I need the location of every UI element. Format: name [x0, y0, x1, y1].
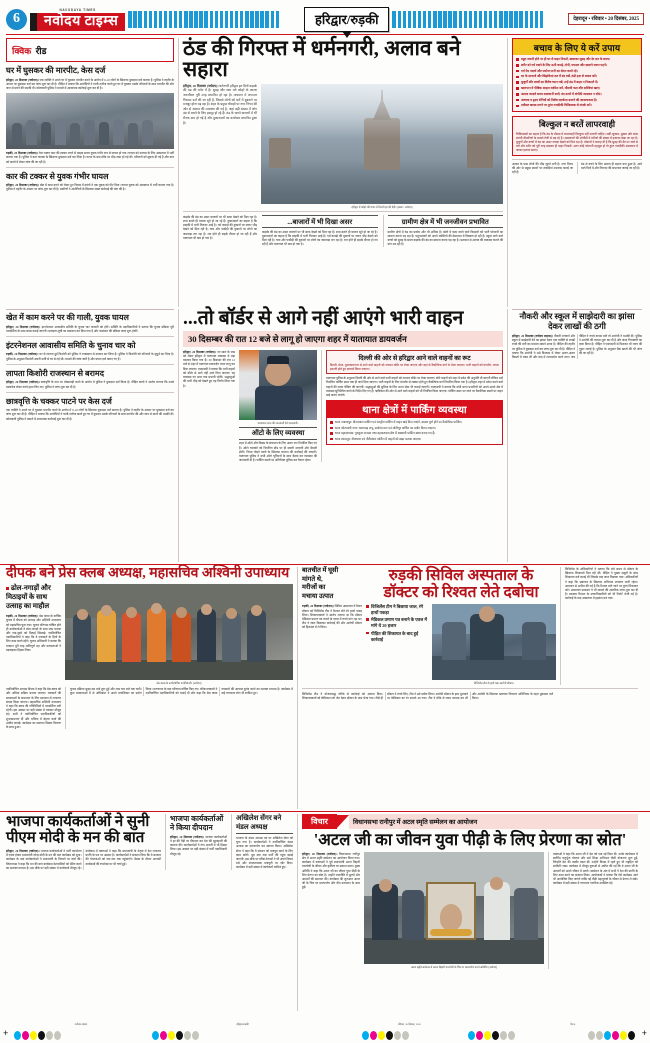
safety-tip: गर्म पेय पदार्थ और पर्याप्त पानी का सेवन करते रहें। [516, 69, 638, 73]
parking-list [326, 418, 503, 445]
dateline: रुड़की, 20 दिसम्बर (नवोदय)। [302, 604, 334, 609]
quick-read-headline-3: इंटरनेशनल आवासीय समिति के चुनाव चार को [6, 340, 136, 350]
logo-hindi-name: नवोदय टाइम्स [30, 13, 125, 31]
masthead [0, 0, 650, 34]
atal-story [297, 814, 638, 1011]
photo-arrested-doctor [432, 604, 556, 680]
quick-read-headline-5: छात्रवृत्ति के चक्कर पाटने पर केस दर्ज [6, 396, 112, 406]
body-text [6, 352, 174, 360]
hospital-bullet: पीड़ित की शिकायत के बाद हुई कार्रवाई [366, 631, 428, 643]
safety-tip: अलाव जलाते समय सावधानी बरतें, बंद कमरे में अंगीठी जलाकर न सोएं। [516, 92, 638, 96]
body-text: सिविल अस्पताल में तैनात डॉक्टर को विजिलेंस टीम ने रिश्वत लेते रंगे हाथों पकड़ लिया। शिकायतकर्ता ने आरोप लगाया था कि डॉक्टर मेडिकल प्रमाण पत्र बनाने के एवज में रुपये मांग रहा था। टीम ने जाल बिछाकर कार्रवाई की और आरोपी डॉक्टर को हिरासत में ले लिया। [302, 604, 362, 630]
color-dots-2 [152, 1031, 199, 1040]
body-text: ग्रामीण क्षेत्रों में ठंड का प्रकोप और भी अधिक है। खेतों में काम करने वाले किसानों को भारी परेशानी का सामना करना पड़ रहा है। पशुपालकों को अपने मवेशियों की देखभाल में दिक्कत हो रही है। स्कूल जाने वाले बच्चों को सुबह के समय कड़ाके की ठंड का सामना करना पड़ रहा है। प्रशासन से अलाव की व्यवस्था कराने की मांग उठ रही है। [387, 229, 503, 247]
lead-col-1-cont [183, 215, 257, 247]
body-text: खेत में काम करने को लेकर हुए विवाद में दबंगों ने एक युवक को पीट दिया। घायल युवक को अस्पताल में भर्ती कराया गया है। पुलिस ने तहरीर के आधार पर जांच शुरू कर दी है। ग्रामीणों ने आरोपियों के खिलाफ सख्त कार्रवाई की मांग की है। [6, 183, 174, 192]
safety-tips-box [512, 38, 642, 112]
press-club-photo-caption: प्रेस क्लब के नवनिर्वाचित पदाधिकारी। (नवोदय) [156, 682, 202, 686]
photo-press-club-officials [65, 584, 293, 680]
body-text: एक व्यक्ति ने अपने घर में घुसकर मारपीट करने के आरोप में 9-10 लोगों के खिलाफ मुकदमा दर्ज कराया है। पुलिस ने तहरीर के आधार पर मुकदमा दर्ज कर जांच शुरू कर दी है। पीड़ित ने बताया कि आरोपियों ने गाली-गलौज करते हुए घर में घुसकर उसके परिजनों के साथ मारपीट की और जान से मारने की धमकी दी। कोतवाली पुलिस ने मामले में आवश्यक कार्रवाई शुरू कर दी है। [6, 77, 174, 90]
quick-read-body-1 [6, 151, 174, 164]
press-club-story [6, 567, 293, 809]
carelessness-heading: बिल्कुल न बरतें लापरवाही [538, 120, 616, 130]
body-text: भाजपा के मंडल अध्यक्ष पद पर अखिलेश सेंगर को चुना गया है। कार्यकर्ताओं ने नवनिर्वाचित मंडल अध्यक्ष का माल्यार्पण कर स्वागत किया। अखिलेश सेंगर ने कहा कि वे संगठन को मजबूत करने के लिए काम करेंगे। बूथ स्तर तक पार्टी की पहुंच बढ़ाई जाएगी। इस मौके पर वरिष्ठ नेताओं ने भी अपने विचार रखे और संगठनात्मक मजबूती पर जोर दिया। कार्यक्रम में बड़ी संख्या में कार्यकर्ता शामिल हुए। [236, 836, 293, 870]
body-text [170, 835, 227, 856]
right-feature-boxes [507, 38, 642, 307]
safety-tip: खानपान में पौष्टिक आहार शामिल करें, मौसमी फल और सब्जियां खाएं। [516, 86, 638, 90]
hospital-side-col [560, 567, 638, 685]
safety-tip: शरीर को गर्म रखने के लिए ऊनी कपड़े, टोपी, मफलर और दस्ताने जरूर पहनें। [516, 63, 638, 67]
page-number: 6 [6, 9, 27, 30]
quick-read-label-1: क्विक [12, 46, 32, 56]
quick-read-label [6, 38, 174, 62]
kicker-line-2: मांगते थे, [302, 575, 323, 583]
body-text [6, 614, 61, 652]
traffic-headline: ...तो बॉर्डर से आगे नहीं आएंगे भारी वाहन [183, 308, 464, 329]
quick-read-headline-0: घर में घुसकर की मारपीट, केस दर्ज [6, 66, 106, 75]
dateline: हरिद्वार, 20 दिसम्बर (नवोदय)। [302, 851, 338, 856]
atal-right-col [548, 852, 638, 969]
safety-tip: घर के दरवाजे और खिड़कियां रात में बंद रखें, ठंडी हवा से बचाव करें। [516, 74, 638, 78]
registration-mark-left: + [3, 1029, 9, 1039]
footer-note: हरिद्वार/रुड़की [236, 1023, 249, 1026]
bjp-third-col [231, 814, 293, 870]
press-club-col-b [65, 687, 293, 729]
mandal-president-headline: अखिलेश सेंगर बने मंडल अध्यक्ष [236, 814, 293, 834]
lead-sub1-headline: ...बाजारों में भी दिखा असर [262, 215, 378, 228]
bjp-sub-headline-line-1: भाजपा कार्यकर्ताओं [170, 814, 224, 823]
bjp-headline-line-1: भाजपा कार्यकर्ताओं ने सुनी [6, 814, 150, 830]
carelessness-box [512, 116, 642, 156]
body-text: कार्यक्रम में वक्ताओं ने कहा कि प्रधानमंत्री के नेतृत्व में देश लगातार प्रगति के पथ पर अग्रसर है। कार्यकर्ताओं ने संकल्प लिया कि वे सरकार की योजनाओं को जन-जन तक पहुंचाएंगे। बैठक के दौरान आगामी कार्यक्रमों की रूपरेखा पर भी चर्चा हुई। [85, 849, 161, 866]
hospital-headline-line-2: डॉक्टर को रिश्वत लेते दबोचा [383, 584, 539, 601]
dateline: हरिद्वार, 20 दिसम्बर (नवोदय टाइम्स)। [512, 334, 554, 338]
body-text: विजिलेंस टीम ने योजनाबद्ध तरीके से कार्रवाई को अंजाम दिया। शिकायतकर्ता को केमिकल लगे नोट देकर डॉक्टर के पास भेजा गया। जैसे ही डॉक्टर ने रुपये लिए, टीम ने उसे दबोच लिया। आरोपी डॉक्टर के हाथ धुलवाने पर केमिकल का रंग सामने आ गया। टीम ने मौके से रकम बरामद कर ली और आरोपी के खिलाफ भ्रष्टाचार निवारण अधिनियम के तहत मुकदमा दर्ज किया। [302, 692, 553, 701]
quick-read-label-2: रीड [35, 46, 47, 56]
traffic-subhead: 30 दिसम्बर की रात 12 बजे से लागू हो जाएगा शहर में यातायात डायवर्जन [183, 331, 503, 347]
body-text: धर्मनगरी हरिद्वार इन दिनों कड़ाके की ठंड की चपेट में है। सुबह और शाम घने कोहरे के कारण जनजीवन पूरी तरह प्रभावित हो रहा है। तापमान में लगातार गिरावट दर्ज की जा रही है, जिससे लोगों को घरों में दुबकने पर मजबूर होना पड़ रहा है। शहर के प्रमुख चौराहों पर नगर निगम की ओर से अलाव की व्यवस्था की गई है, जहां बड़ी संख्या में लोग ठंड से बचने के लिए इकट्ठा हो रहे हैं। ठंड के चलते बाजारों में भी रौनक कम हो गई है और दुकानदारों का कारोबार प्रभावित हुआ है। [183, 83, 258, 125]
body-text: इंटरनेशनल आवासीय समिति के चुनाव चार जनवरी को होंगे। समिति के पदाधिकारियों ने बताया कि चुनाव प्रक्रिया पूरी पारदर्शिता के साथ संपन्न कराई जाएगी। मतदाता सूची का प्रकाशन कर दिया गया है और नामांकन की प्रक्रिया जल्द शुरू होगी। [6, 324, 174, 333]
body-text: नए साल के जश्न को लेकर हरिद्वार में यातायात व्यवस्था में बड़ा बदलाव किया गया है। 30 दिसम्बर की रात 12 बजे से शहर में यातायात डायवर्जन प्लान लागू कर दिया जाएगा। एसएसपी ने बताया कि भारी वाहनों को बॉर्डर से आगे नहीं आने दिया जाएगा। यह व्यवस्था नए साल तक प्रभावी रहेगी। श्रद्धालुओं की भारी भीड़ को देखते हुए यह निर्णय लिया गया है। [183, 349, 235, 388]
press-club-col-a [6, 687, 61, 729]
hospital-photo-caption: विजिलेंस टीम के हत्थे चढ़ा आरोपी डॉक्टर। [473, 682, 515, 685]
logo-english-name: NAVODAYA TIMES [59, 8, 96, 12]
kicker-line-1: बातचीत में घूसी [302, 567, 339, 574]
bjp-story [6, 814, 293, 1011]
body-text [6, 849, 161, 870]
hospital-bullet: मेडिकल प्रमाण पत्र बनाने के एवज में मांगे थे 20 हजार [366, 617, 428, 629]
carelessness-footnotes [512, 159, 642, 175]
dateline: हरिद्वार, 20 दिसम्बर (नवोदय)। [183, 349, 217, 354]
lead-sub-2 [383, 215, 504, 247]
body-text: छात्रवृत्ति के नाम पर धोखाधड़ी करने के आरोप में पुलिस ने मुकदमा दर्ज किया है। पीड़ित छात्रों ने आरोप लगाया कि उनसे दस्तावेज लेकर रुपये हड़प लिए गए। पुलिस ने जांच शुरू कर दी है। [6, 380, 174, 389]
lead-photo-wrap [261, 84, 503, 209]
footer-note: पेज 6 [570, 1023, 576, 1026]
parking-item: थाना कोतवाली नगर: चमगादड़ टापू, सर्वानंद घाट एवं मोतीचूर पार्किंग का प्रयोग किया जाएगा। [330, 426, 499, 430]
hospital-headline [366, 567, 556, 601]
route-subtext: दिल्ली, मेरठ, मुजफ्फरनगर से आने वाले वाहनों को नारसन बॉर्डर पर रोका जाएगा और वहां से वैकल्पिक मार्ग से भेजा जाएगा। भारी वाहनों को मंगलौर, नगला इमरती होते हुए डायवर्ट किया जाएगा। [330, 362, 499, 372]
body-text: भाजपा कार्यकर्ताओं ने पार्टी कार्यालय में एकत्र होकर प्रधानमंत्री नरेन्द्र मोदी के मन की बात कार्यक्रम को सुना। कार्यक्रम के बाद कार्यकर्ताओं ने प्रधानमंत्री के विचारों पर चर्चा की। जिलाध्यक्ष ने कहा कि मन की बात कार्यक्रम देशवासियों को प्रेरित करने का सशक्त माध्यम है। इस मौके पर बड़ी संख्या में कार्यकर्ता मौजूद रहे। [6, 849, 82, 870]
atal-photo-wrap [364, 852, 544, 969]
hospital-kicker-col [302, 567, 362, 685]
body-text: विजिलेंस के अधिकारियों ने बताया कि लंबे समय से डॉक्टर के खिलाफ शिकायतें मिल रही थीं। पीड़ित ने पुख्ता सबूतों के साथ शिकायत दर्ज कराई थी जिसके बाद जाल बिछाया गया। अधिकारियों ने कहा कि भ्रष्टाचार के खिलाफ अभियान लगातार जारी रहेगा। आमजन से अपील की गई है कि रिश्वत मांगे जाने पर तुरंत शिकायत करें। अस्पताल प्रशासन ने भी मामले की आंतरिक जांच शुरू कर दी है। स्वास्थ्य विभाग के उच्चाधिकारियों को भी रिपोर्ट भेजी गई है। कार्रवाई के बाद अस्पताल में हड़कंप मच गया। [565, 567, 638, 601]
quick-read-body-2 [6, 183, 174, 191]
fraud-story-headline: नौकरी और स्कूल में साझेदारी का झांसा देकर लाखों की ठगी [519, 312, 635, 331]
body-text [512, 334, 642, 359]
kicker-line-3: उत्साह का माहौल [6, 602, 50, 611]
photo-quick-read [6, 93, 174, 149]
lead-col-1 [183, 84, 257, 209]
body-text [302, 604, 362, 629]
bjp-main-col [6, 814, 161, 870]
hospital-main-col [366, 567, 556, 685]
kicker-line-4: मचाया उत्पात [302, 592, 334, 600]
quick-read-column-2 [6, 309, 174, 562]
lead-story [178, 38, 503, 307]
hospital-headline-line-1: रुड़की सिविल अस्पताल के [388, 567, 534, 584]
photo-atal-memorial-event [364, 852, 544, 964]
body-text: भाजपा कार्यकर्ताओं ने हर की पैड़ी पर दीपदान कर देश की खुशहाली की कामना की। कार्यकर्ताओं ने गंगा आरती में भी हिस्सा लिया। इस अवसर पर बड़ी संख्या में पार्टी पदाधिकारी मौजूद रहे। [170, 834, 227, 856]
quick-read-column [6, 38, 174, 307]
atal-photo-caption: अटल स्मृति सम्मेलन में अटल बिहारी वाजपेयी के चित्र पर माल्यार्पण करते अतिथि। (नवोदय) [410, 965, 498, 969]
press-club-photo-wrap [65, 584, 293, 685]
color-dots-1 [14, 1031, 61, 1040]
kicker-line-3: मरीजों का [302, 584, 326, 592]
edition-tag: हरिद्वार/रुड़की [304, 7, 389, 32]
dateline: हरिद्वार, 20 दिसम्बर (नवोदय)। [183, 83, 219, 88]
body-text: विधानसभा रानीपुर क्षेत्र में अटल स्मृति सम्मेलन का आयोजन किया गया। कार्यक्रम में वक्ताओं ने पूर्व प्रधानमंत्री अटल बिहारी वाजपेयी के जीवन और कृतित्व पर प्रकाश डाला। मुख्य अतिथि ने कहा कि अटल जी का जीवन युवा पीढ़ी के लिए प्रेरणा का स्रोत है। उन्होंने राजनीति में मूल्यों और आदर्शों की स्थापना की। कार्यक्रम की शुरुआत अटल जी के चित्र पर माल्यार्पण और दीप प्रज्वलन के साथ हुई। [302, 851, 360, 890]
hospital-bullet: विजिलेंस टीम ने बिछाया जाल, रंगे हाथों पकड़ा [366, 604, 428, 616]
auto-arrangement-heading: ऑटो के लिए व्यवस्था [239, 427, 317, 440]
lead-headline: ठंड की गिरफ्त में धर्मनगरी, अलाव बने सहारा [183, 36, 461, 82]
safety-tip: बुजुर्गों और बच्चों का विशेष ध्यान रखें, उन्हें ठंड में बाहर न निकलने दें। [516, 80, 638, 84]
quick-read-headline-2: खेत में काम करने पर की गाली, युवक घायल [6, 313, 129, 322]
dateline: रुड़की, 20 दिसम्बर (नवोदय)। [6, 352, 39, 357]
traffic-story [178, 309, 503, 562]
dateline: हरिद्वार, 20 दिसम्बर (नवोदय)। [170, 834, 205, 839]
officer-photo-caption: यातायात प्लान की जानकारी देते एसएसपी। [257, 421, 299, 425]
body-text: तेज रफ्तार कार की टक्कर लगने से बाइक सवार युवक गंभीर रूप से घायल हो गया। घायल को उपचार के लिए अस्पताल में भर्ती कराया गया है। पुलिस ने कार चालक के खिलाफ मुकदमा दर्ज कर लिया है। घटना के बाद मौके पर भीड़ जमा हो गई थी। परिजनों को सूचना दी गई है और कार को कब्जे में लेकर जांच की जा रही है। [6, 151, 175, 164]
lead-sub2-headline: ग्रामीण क्षेत्र में भी जनजीवन प्रभावित [388, 215, 504, 228]
registration-bar [0, 1027, 650, 1043]
photo-ssp-officer [239, 350, 317, 420]
body-text: ठंड से बचने के लिए अलाव ही सहारा बना हुआ है। आने वाले दिनों में और गिरावट की संभावना जताई जा रही है। [577, 162, 642, 175]
parking-bar-heading: थाना क्षेत्रों में पार्किंग व्यवस्था [326, 400, 503, 418]
body-text: घर से लापता हुई किशोरी को पुलिस ने राजस्थान से बरामद कर लिया है। पुलिस ने किशोरी को परिजनों के सुपुर्द कर दिया है। पुलिस के अनुसार किशोरी अपनी मर्जी से घर से गई थी। मामले की जांच जारी है और बयान दर्ज कराए गए हैं। [6, 352, 174, 361]
body-text: चुनाव प्रक्रिया सुबह दस बजे शुरू हुई और शाम चार बजे तक चली। कुल मतदाताओं में से अधिकांश ने अपने मताधिकार का प्रयोग किया। मतगणना के बाद परिणाम घोषित किए गए। वरिष्ठ पत्रकारों ने नवनिर्वाचित पदाधिकारियों को बधाई दी और कहा कि प्रेस क्लब पत्रकारों की आवाज बुलंद करने का सशक्त माध्यम है। कार्यक्रम में कई गणमान्य लोग भी शामिल हुए। [70, 687, 293, 696]
body-text: यातायात पुलिस के अनुसार दिल्ली की ओर से आने वाले सभी वाहनों को नारसन बॉर्डर पर रोका जाएगा। छोटे वाहनों को शहर में प्रवेश की अनुमति दी जाएगी लेकिन उन्हें निर्धारित पार्किंग स्थल तक ही जाने दिया जाएगा। भारी वाहनों के लिए मंगलौर से लक्सर होते हुए वैकल्पिक मार्ग निर्धारित किया गया है। हरिद्वार शहर में प्रवेश करने वाले वाहनों की सघन चेकिंग की जाएगी। श्रद्धालुओं की सुविधा के लिए शटल सेवा भी चलाई जाएगी। एसएसपी ने बताया कि सभी थाना प्रभारियों को अपने-अपने क्षेत्र में व्यवस्था सुनिश्चित करने के निर्देश दिए गए हैं। ऋषिकेश की ओर से आने वाले वाहनों को भी नियंत्रित किया जाएगा। पार्किंग स्थल भर जाने पर वैकल्पिक स्थलों पर वाहन खड़े कराए जाएंगे। [326, 376, 503, 398]
body-text: चिकित्सकों का कहना है कि ठंड के मौसम में लापरवाही बिल्कुल नहीं बरतनी चाहिए। सर्दी-जुकाम, बुखार और सांस संबंधी बीमारियों के मामले तेजी से बढ़ रहे हैं। अस्पतालों की ओपीडी में मरीजों की संख्या में इजाफा देखा जा रहा है। बुजुर्गों और बच्चों में ठंड का असर ज्यादा देखने को मिल रहा है। डॉक्टरों ने सलाह दी है कि सुबह की सैर पर जाने से बचें और शरीर को पूरी तरह ढककर ही बाहर निकलें। अगर कोई परेशानी महसूस हो तो तुरंत नजदीकी अस्पताल में जाकर इलाज कराएं। [516, 131, 638, 153]
kicker-line-1: ढोल-नगाड़ों और [11, 584, 51, 593]
atal-headline: 'अटल जी का जीवन युवा पीढ़ी के लिए प्रेरणा का स्रोत' [313, 830, 627, 849]
photo-haridwar-fog [261, 84, 503, 204]
vichar-tag: विचार [302, 814, 337, 829]
bjp-sub-headline [170, 814, 227, 833]
body-text: एक व्यक्ति ने अपने घर में घुसकर मारपीट करने के आरोप में 9-10 लोगों के खिलाफ मुकदमा दर्ज कराया है। पुलिस ने तहरीर के आधार पर मुकदमा दर्ज कर जांच शुरू कर दी है। पीड़ित ने बताया कि आरोपियों ने गाली-गलौज करते हुए घर में घुसकर उसके परिजनों के साथ मारपीट की और जान से मारने की धमकी दी। कोतवाली पुलिस ने मामले में आवश्यक कार्रवाई शुरू कर दी है। [6, 408, 174, 421]
dateline: हरिद्वार, 20 दिसम्बर (नवोदय)। [6, 380, 40, 385]
dateline: हरिद्वार, 20 दिसम्बर (नवोदय)। [6, 183, 40, 188]
footer-note: नवोदय टाइम्स [74, 1023, 88, 1026]
kicker-line-2: मिठाइयों के साथ [6, 593, 48, 602]
dateline: रुड़की, 20 दिसम्बर (नवोदय)। [6, 614, 39, 619]
footer-note-line [0, 1022, 650, 1026]
newspaper-logo [30, 7, 125, 31]
body-text: शहर में ऑटो और विक्रम के संचालन के लिए अलग रूट निर्धारित किए गए हैं। ऑटो चालकों को निर्धारित स्टैंड पर ही सवारी उतारनी और बैठानी होगी। नियम तोड़ने वालों के खिलाफ चालान की कार्रवाई की जाएगी। यातायात पुलिस ने सभी ऑटो यूनियनों के साथ बैठक कर व्यवस्था की जानकारी दी है। पार्किंग स्थलों पर अतिरिक्त पुलिस बल तैनात रहेगा। [239, 441, 318, 463]
bjp-sub-story [165, 814, 227, 870]
safety-tip: बहुत जरूरी होने पर ही घर से बाहर निकलें, खासकर सुबह और देर रात के समय। [516, 57, 638, 61]
traffic-route-col [321, 350, 503, 463]
right-column-story [507, 309, 642, 562]
safety-tip: अस्थमा व हृदय रोगियों को विशेष सतर्कता बरतने की आवश्यकता है। [516, 98, 638, 102]
dateline: हरिद्वार, 20 दिसम्बर (नवोदय)। [6, 77, 39, 82]
footer-note: रविवार, 20 दिसंबर, 2025 [397, 1023, 421, 1026]
bjp-headline-line-2: पीएम मोदी के मन की बात [6, 830, 145, 846]
decorative-bars-right [392, 11, 565, 28]
body-text: नवनिर्वाचित अध्यक्ष दीपक ने कहा कि प्रेस क्लब को और अधिक सक्रिय बनाया जाएगा। पत्रकारों की समस्याओं के समाधान के लिए प्रशासन से लगातार संवाद किया जाएगा। महासचिव अश्विनी उपाध्याय ने कहा कि क्लब की गतिविधियों में पारदर्शिता बनी रहेगी। इस अवसर पर बड़ी संख्या में पत्रकार मौजूद रहे। सभी ने नवनिर्वाचित पदाधिकारियों को शुभकामनाएं दीं और भविष्य में बेहतर कार्य की उम्मीद जताई। कार्यक्रम का समापन मिष्ठान वितरण के साथ हुआ। [6, 687, 61, 730]
safety-tips-heading: बचाव के लिए ये करें उपाय [513, 39, 641, 55]
lead-photo-caption: हरिद्वार में कोहरे की चादर में लिपटी हर की पैड़ी। (छाया : नवोदय) [351, 205, 413, 209]
parking-item: थाना श्यामपुर: नीलधारा एवं गौरीशंकर पार्किंग में वाहनों को खड़ा कराया जाएगा। [330, 437, 499, 441]
hospital-bribery-story [297, 567, 638, 809]
safety-tips-list [513, 55, 641, 111]
traffic-officer-col [239, 350, 317, 463]
body-text: प्रेस क्लब के वार्षिक चुनाव में दीपक को अध्यक्ष और अश्विनी उपाध्याय को महासचिव चुना गया। चुनाव परिणाम घोषित होते ही कार्यकर्ताओं ने ढोल-नगाड़ों के साथ जश्न मनाया और एक-दूसरे को मिठाई खिलाई। नवनिर्वाचित पदाधिकारियों ने कहा कि वे पत्रकारों के हितों के लिए काम करते रहेंगे। चुनाव अधिकारी ने बताया कि मतदान पूरी तरह शांतिपूर्ण रहा और मतदाताओं ने बढ़चढ़कर हिस्सा लिया। [6, 614, 61, 652]
color-dots-4 [468, 1031, 515, 1040]
quick-read-headline-1: कार की टक्कर से युवक गंभीर घायल [6, 171, 109, 181]
body-text [6, 325, 174, 333]
quick-read-headline-4: लापता किशोरी राजस्थान से बरामद [6, 368, 104, 378]
date-line: देहरादून • रविवार • 20 दिसंबर, 2025 [568, 13, 644, 25]
body-text [183, 350, 235, 388]
body-text: अलाव के पास लोगों की भीड़ जुटने लगी है। नगर निगम की ओर से प्रमुख स्थानों पर लकड़ियां उपलब्ध कराई जा रही हैं। [512, 161, 573, 175]
body-text [6, 380, 174, 388]
body-text: वक्ताओं ने कहा कि अटल जी ने देश को एक नई दिशा दी। उनके कार्यकाल में स्वर्णिम चतुर्भुज योजना और सर्व शिक्षा अभियान जैसी योजनाएं शुरू हुईं, जिन्होंने देश की तस्वीर बदल दी। उन्होंने विपक्ष में रहते हुए भी राष्ट्रहित को सर्वोपरि रखा। कार्यक्रम में मौजूद युवाओं से अपील की गई कि वे अटल जी के आदर्शों को अपने जीवन में उतारें। सम्मेलन के अंत में सभी ने देश की प्रगति के लिए काम करने का संकल्प लिया। आयोजकों ने बताया कि ऐसे कार्यक्रम आगे भी आयोजित किए जाएंगे ताकि नई पीढ़ी महापुरुषों के जीवन से प्रेरणा ले सके। कार्यक्रम में बड़ी संख्या में गणमान्य नागरिक उपस्थित रहे। [553, 851, 638, 886]
bjp-headline [6, 814, 161, 846]
body-text: कड़ाके की ठंड का असर बाजारों पर भी साफ देखने को मिल रहा है। शाम ढलते ही बाजार सूने हो जा रहे हैं। दुकानदारों का कहना है कि ग्राहकी में भारी गिरावट आई है। गर्म कपड़ों की दुकानों पर जरूर भीड़ देखने को मिल रही है। चाय और पकौड़ी की दुकानों पर लोगों का जमावड़ा लग रहा है। रात होते ही सड़कें वीरान हो जा रही हैं और यातायात भी कम हो गया है। [183, 214, 257, 240]
safety-tip: तबीयत खराब लगने पर तुरंत नजदीकी चिकित्सक से संपर्क करें। [516, 103, 638, 107]
route-box [326, 350, 503, 374]
press-club-kicker [6, 584, 61, 685]
color-dots-3 [362, 1031, 409, 1040]
lead-sub-1 [262, 215, 378, 247]
registration-mark-right: + [641, 1029, 647, 1039]
atal-kicker: विधानसभा रानीपुर में अटल स्मृति सम्मेलन का आयोजन [349, 814, 638, 829]
parking-item: थाना बहादराबाद: गुरुकुल नारसन तथा बहादराबाद क्षेत्र में अस्थायी पार्किंग स्थल बनाए गए हैं। [330, 431, 499, 435]
press-club-headline: दीपक बने प्रेस क्लब अध्यक्ष, महासचिव अश्विनी उपाध्याय [6, 566, 290, 581]
traffic-col-left [183, 350, 235, 463]
quick-read-body-0 [6, 78, 174, 91]
body-text: कड़ाके की ठंड का असर बाजारों पर भी साफ देखने को मिल रहा है। शाम ढलते ही बाजार सूने हो जा रहे हैं। दुकानदारों का कहना है कि ग्राहकी में भारी गिरावट आई है। गर्म कपड़ों की दुकानों पर जरूर भीड़ देखने को मिल रही है। चाय और पकौड़ी की दुकानों पर लोगों का जमावड़ा लग रहा है। रात होते ही सड़कें वीरान हो जा रही हैं और यातायात भी कम हो गया है। [262, 229, 378, 247]
dateline: हरिद्वार, 20 दिसम्बर (नवोदय)। [6, 324, 41, 329]
bjp-sub-headline-line-2: ने किया दीपदान [170, 823, 213, 833]
bullet-icon [6, 587, 9, 590]
hospital-photo-wrap [432, 604, 556, 685]
dateline: हरिद्वार, 20 दिसम्बर (नवोदय)। [6, 849, 40, 853]
color-dots-5 [588, 1031, 635, 1040]
atal-left-col [302, 852, 360, 969]
decorative-bars-left [128, 11, 301, 28]
body-text [302, 852, 360, 890]
hospital-bullets [366, 604, 428, 685]
route-heading: दिल्ली की ओर से हरिद्वार आने वाले वाहनों का रूट [358, 354, 471, 362]
body-text: नौकरी लगवाने और स्कूल में साझेदारी देने का झांसा देकर एक व्यक्ति से लाखों रुपये की ठगी का मामला सामने आया है। पीड़ित की तहरीर पर पुलिस ने मुकदमा दर्ज कर जांच शुरू कर दी है। पीड़ित ने बताया कि आरोपी ने उसे विश्वास में लेकर अलग-अलग किस्तों में रकम ली और बाद में टालमटोल करने लगा। जब पीड़ित ने रुपये वापस मांगे तो आरोपी ने धमकी दी। पुलिस ने आरोपी की तलाश शुरू कर दी है और जल्द गिरफ्तारी का दावा किया है। पीड़ित ने एसएसपी से मिलकर भी न्याय की गुहार लगाई है। पुलिस के अनुसार बैंक खातों की भी जांच की जा रही है। [512, 334, 642, 360]
parking-item: थाना ज्वालापुर: दीनदयाल पार्किंग एवं पंतद्वीप पार्किंग में वाहन खड़े किए जाएंगे, क्षमता पूर्ण होने पर वैकल्पिक पार्किंग। [330, 420, 499, 424]
dateline: रुड़की, 20 दिसम्बर (नवोदय)। [6, 151, 38, 156]
